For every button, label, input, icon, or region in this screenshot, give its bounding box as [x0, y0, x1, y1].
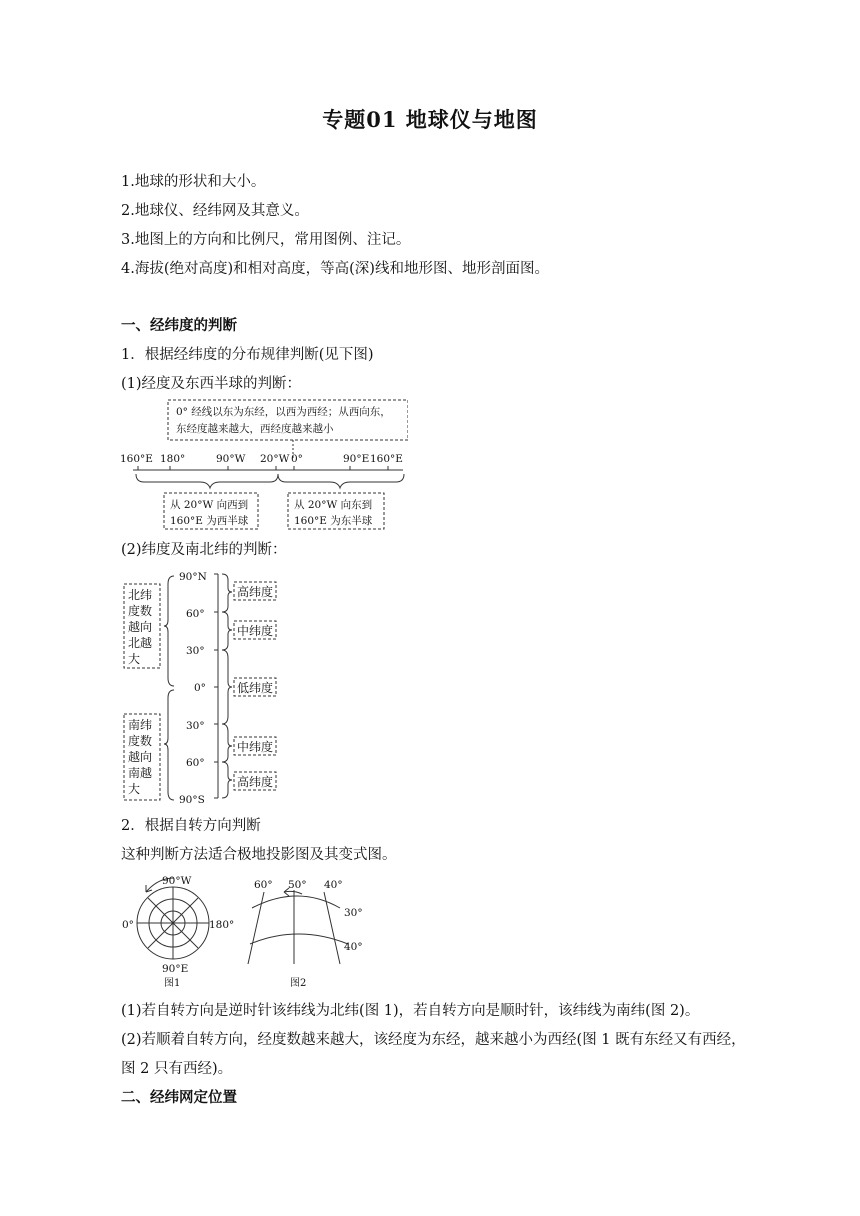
north-label-3: 越向	[128, 620, 153, 634]
lat-tick-30n: 30°	[186, 645, 205, 657]
tick-label-160e-left: 160°E	[120, 453, 153, 465]
tick-label-90w: 90°W	[216, 453, 246, 465]
fig1-label-right: 180°	[209, 919, 235, 931]
lat-tick-60s: 60°	[186, 757, 205, 769]
subheading-2: 2．根据自转方向判断	[121, 818, 261, 834]
outline-item-2: 2.地球仪、经纬网及其意义。	[121, 203, 309, 219]
north-brace	[164, 576, 174, 686]
fig1-label-left: 0°	[122, 919, 134, 931]
north-label-1: 北纬	[128, 588, 153, 602]
zone-brace-5	[222, 762, 232, 798]
tick-label-0: 0°	[291, 453, 303, 465]
latitude-diagram	[122, 566, 282, 806]
fig1-label-top: 90°W	[162, 875, 192, 887]
tick-label-160e-right: 160°E	[370, 453, 403, 465]
south-label-1: 南纬	[128, 718, 153, 732]
zone-brace-4	[222, 724, 232, 762]
paragraph-1: (1)若自转方向是逆时针该纬线为北纬(图 1)，若自转方向是顺时针，该纬线为南纬(图 2)。	[121, 1003, 700, 1019]
axis-ticks	[138, 466, 388, 470]
outline-item-1: 1.地球的形状和大小。	[121, 174, 266, 190]
fig1-polar-grid	[137, 887, 209, 959]
south-label-5: 大	[128, 782, 141, 796]
fig2-lat-30: 30°	[344, 907, 363, 919]
north-label-4: 北越	[128, 636, 153, 650]
west-brace	[136, 474, 278, 488]
outline-item-4: 4.海拔(绝对高度)和相对高度，等高(深)线和地形图、地形剖面图。	[121, 261, 549, 277]
fig2-grid	[248, 890, 348, 964]
zone-brace-2	[222, 612, 232, 650]
zone-brace-3	[222, 650, 232, 724]
zone-label-high-n: 高纬度	[237, 585, 274, 599]
item-1-label: (1)经度及东西半球的判断：	[121, 376, 302, 392]
section-1-heading: 一、经纬度的判断	[121, 317, 237, 334]
south-label-3: 越向	[128, 750, 153, 764]
fig1-caption: 图1	[164, 978, 181, 989]
fig1-label-bottom: 90°E	[162, 963, 189, 975]
longitude-diagram	[118, 398, 408, 530]
fig2-caption: 图2	[290, 978, 307, 989]
item-2-label: (2)纬度及南北纬的判断：	[121, 542, 287, 558]
east-brace	[278, 474, 404, 488]
subheading-1: 1．根据经纬度的分布规律判断(见下图)	[121, 347, 374, 363]
subheading-2-text: 这种判断方法适合极地投影图及其变式图。	[121, 847, 397, 863]
zone-label-mid-n: 中纬度	[237, 624, 274, 638]
east-line1: 从 20°W 向东到	[294, 499, 373, 511]
west-line1: 从 20°W 向西到	[170, 499, 249, 511]
lat-tick-90s: 90°S	[179, 794, 205, 806]
zone-label-high-s: 高纬度	[237, 775, 274, 789]
zone-label-low: 低纬度	[237, 681, 274, 695]
paragraph-2: (2)若顺着自转方向，经度数越来越大，该经度为东经，越来越小为西经(图 1 既有东经又有西经，图 2 只有西经)。	[121, 1032, 746, 1077]
south-label-2: 度数	[128, 734, 153, 748]
north-label-5: 大	[128, 652, 141, 666]
south-brace	[164, 690, 174, 800]
west-line2: 160°E 为西半球	[170, 515, 249, 527]
lat-tick-60n: 60°	[186, 608, 205, 620]
fig2-lat-40: 40°	[344, 941, 363, 953]
east-line2: 160°E 为东半球	[294, 515, 373, 527]
lat-tick-0: 0°	[194, 682, 206, 694]
fig2-lon-60: 60°	[254, 879, 273, 891]
polar-projection-figures	[118, 870, 378, 990]
lat-axis-ticks	[214, 574, 218, 798]
page-title: 专题01 地球仪与地图	[322, 107, 538, 132]
zone-brace-1	[222, 574, 232, 612]
longitude-note-line1: 0° 经线以东为东经，以西为西经；从西向东，	[176, 406, 391, 418]
longitude-note-line2: 东经度越来越大，西经度越来越小	[176, 423, 334, 435]
tick-label-180: 180°	[160, 453, 186, 465]
north-label-2: 度数	[128, 604, 153, 618]
lat-tick-90n: 90°N	[179, 571, 207, 583]
fig2-lon-40: 40°	[324, 879, 343, 891]
lat-tick-30s: 30°	[186, 720, 205, 732]
outline-item-3: 3.地图上的方向和比例尺，常用图例、注记。	[121, 232, 411, 248]
tick-label-90e: 90°E	[343, 453, 370, 465]
south-label-4: 南越	[128, 766, 153, 780]
tick-label-20w: 20°W	[260, 453, 290, 465]
section-2-heading: 二、经纬网定位置	[121, 1089, 237, 1106]
zone-label-mid-s: 中纬度	[237, 740, 274, 754]
fig2-lon-50: 50°	[288, 879, 307, 891]
